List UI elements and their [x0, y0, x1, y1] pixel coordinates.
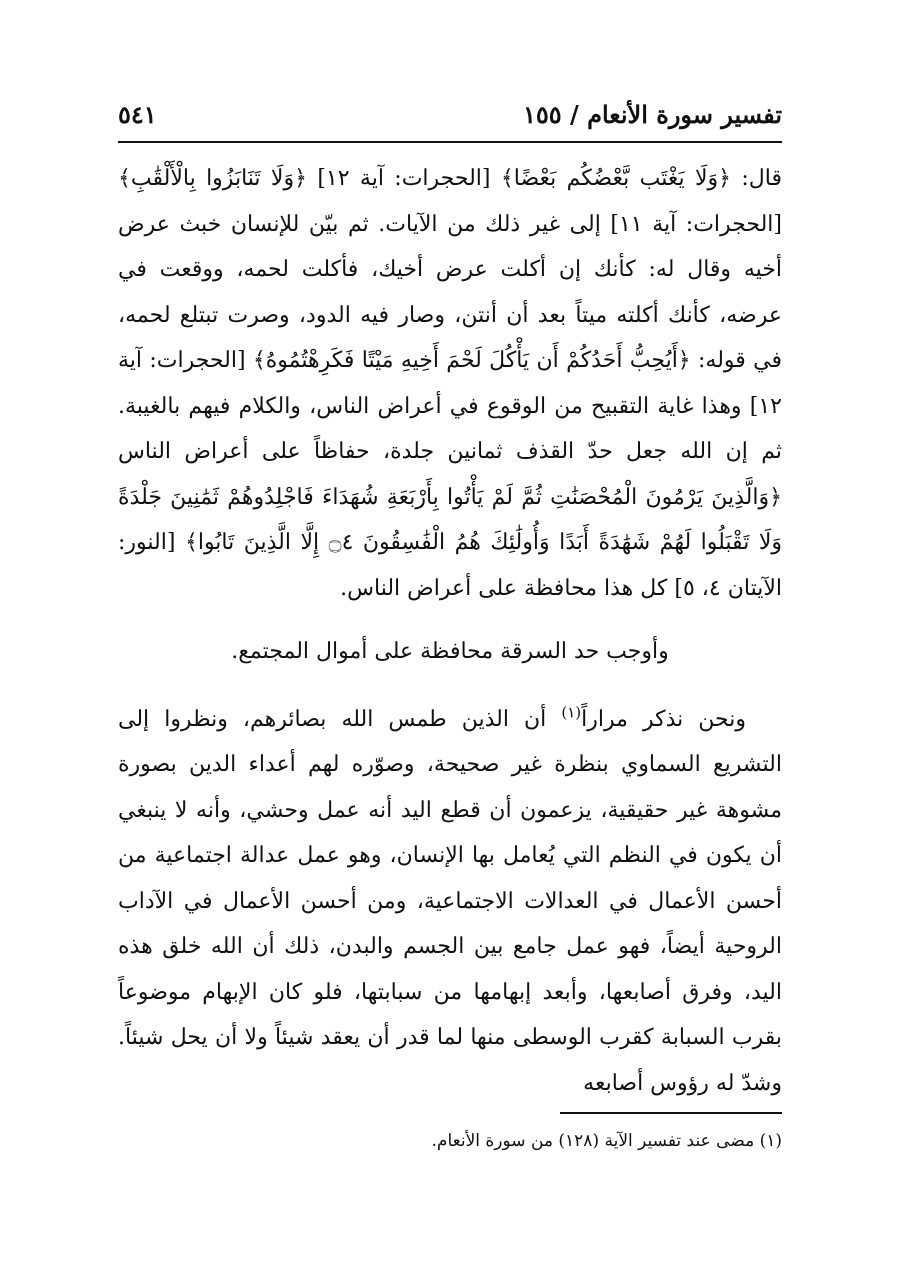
running-header	[118, 98, 782, 138]
footnote-reference: (١)	[561, 703, 582, 722]
header-divider	[118, 141, 782, 143]
header-title: تفسير سورة الأنعام / ١٥٥	[522, 100, 782, 129]
main-text	[118, 156, 782, 1106]
paragraph-3-rest: أن الذين طمس الله بصائرهم، ونظروا إلى التشريع السماوي بنظرة غير صحيحة، وصوّره لهم أعداء الدين بصورة مشوهة غير حقيقية، يزعمون أن قطع اليد أنه عمل وحشي، وأنه لا ينبغي أن يكون في النظم التي يُعامل بها الإنسان، وهو عمل عدالة اجتماعية من أحسن الأعمال في العدالات الاجتماعية، ومن أحسن الأعمال في الآداب الروحية أيضاً، فهو عمل جامع بين الجسم والبدن، ذلك أن الله خلق هذه اليد، وفرق أصابعها، وأبعد إبهامها من سبابتها، فلو كان الإبهام موضوعاً بقرب السبابة كقرب الوسطى منها لما قدر أن يعقد شيئاً ولا أن يحل شيئاً. وشدّ له رؤوس أصابعه	[118, 706, 782, 1096]
paragraph-1: قال: ﴿وَلَا يَغْتَب بَّعْضُكُم بَعْضًا﴾ [الحجرات: آية ١٢] ﴿وَلَا تَنَابَزُوا بِالْأَلْقَٰبِ﴾ [الحجرات: آية ١١] إلى غير ذلك من الآيات. ثم بيّن للإنسان خبث عرض أخيه وقال له: كأنك إن أكلت عرض أخيك، فأكلت لحمه، ووقعت في عرضه، كأنك أكلته ميتاً بعد أن أنتن، وصار فيه الدود، وصرت تبتلع لحمه، في قوله: ﴿أَيُحِبُّ أَحَدُكُمْ أَن يَأْكُلَ لَحْمَ أَخِيهِ مَيْتًا فَكَرِهْتُمُوهُ﴾ [الحجرات: آية ١٢] وهذا غاية التقبيح من الوقوع في أعراض الناس، والكلام فيهم بالغيبة. ثم إن الله جعل حدّ القذف ثمانين جلدة، حفاظاً على أعراض الناس ﴿وَالَّذِينَ يَرْمُونَ الْمُحْصَنَٰتِ ثُمَّ لَمْ يَأْتُوا بِأَرْبَعَةِ شُهَدَاءَ فَاجْلِدُوهُمْ ثَمَٰنِينَ جَلْدَةً وَلَا تَقْبَلُوا لَهُمْ شَهَٰدَةً أَبَدًا وَأُولَٰئِكَ هُمُ الْفَٰسِقُونَ ۝٤ إِلَّا الَّذِينَ تَابُوا﴾ [النور: الآيتان ٤، ٥] كل هذا محافظة على أعراض الناس.	[118, 166, 782, 601]
page-number: ٥٤١	[118, 100, 157, 129]
footnote-divider	[560, 1112, 782, 1114]
footnote: (١) مضى عند تفسير الآية (١٢٨) من سورة الأنعام.	[431, 1131, 782, 1151]
paragraph-2: وأوجب حد السرقة محافظة على أموال المجتمع.	[231, 639, 669, 664]
paragraph-3-start: ونحن نذكر مراراً	[581, 706, 746, 732]
paragraph-3	[118, 697, 782, 1107]
